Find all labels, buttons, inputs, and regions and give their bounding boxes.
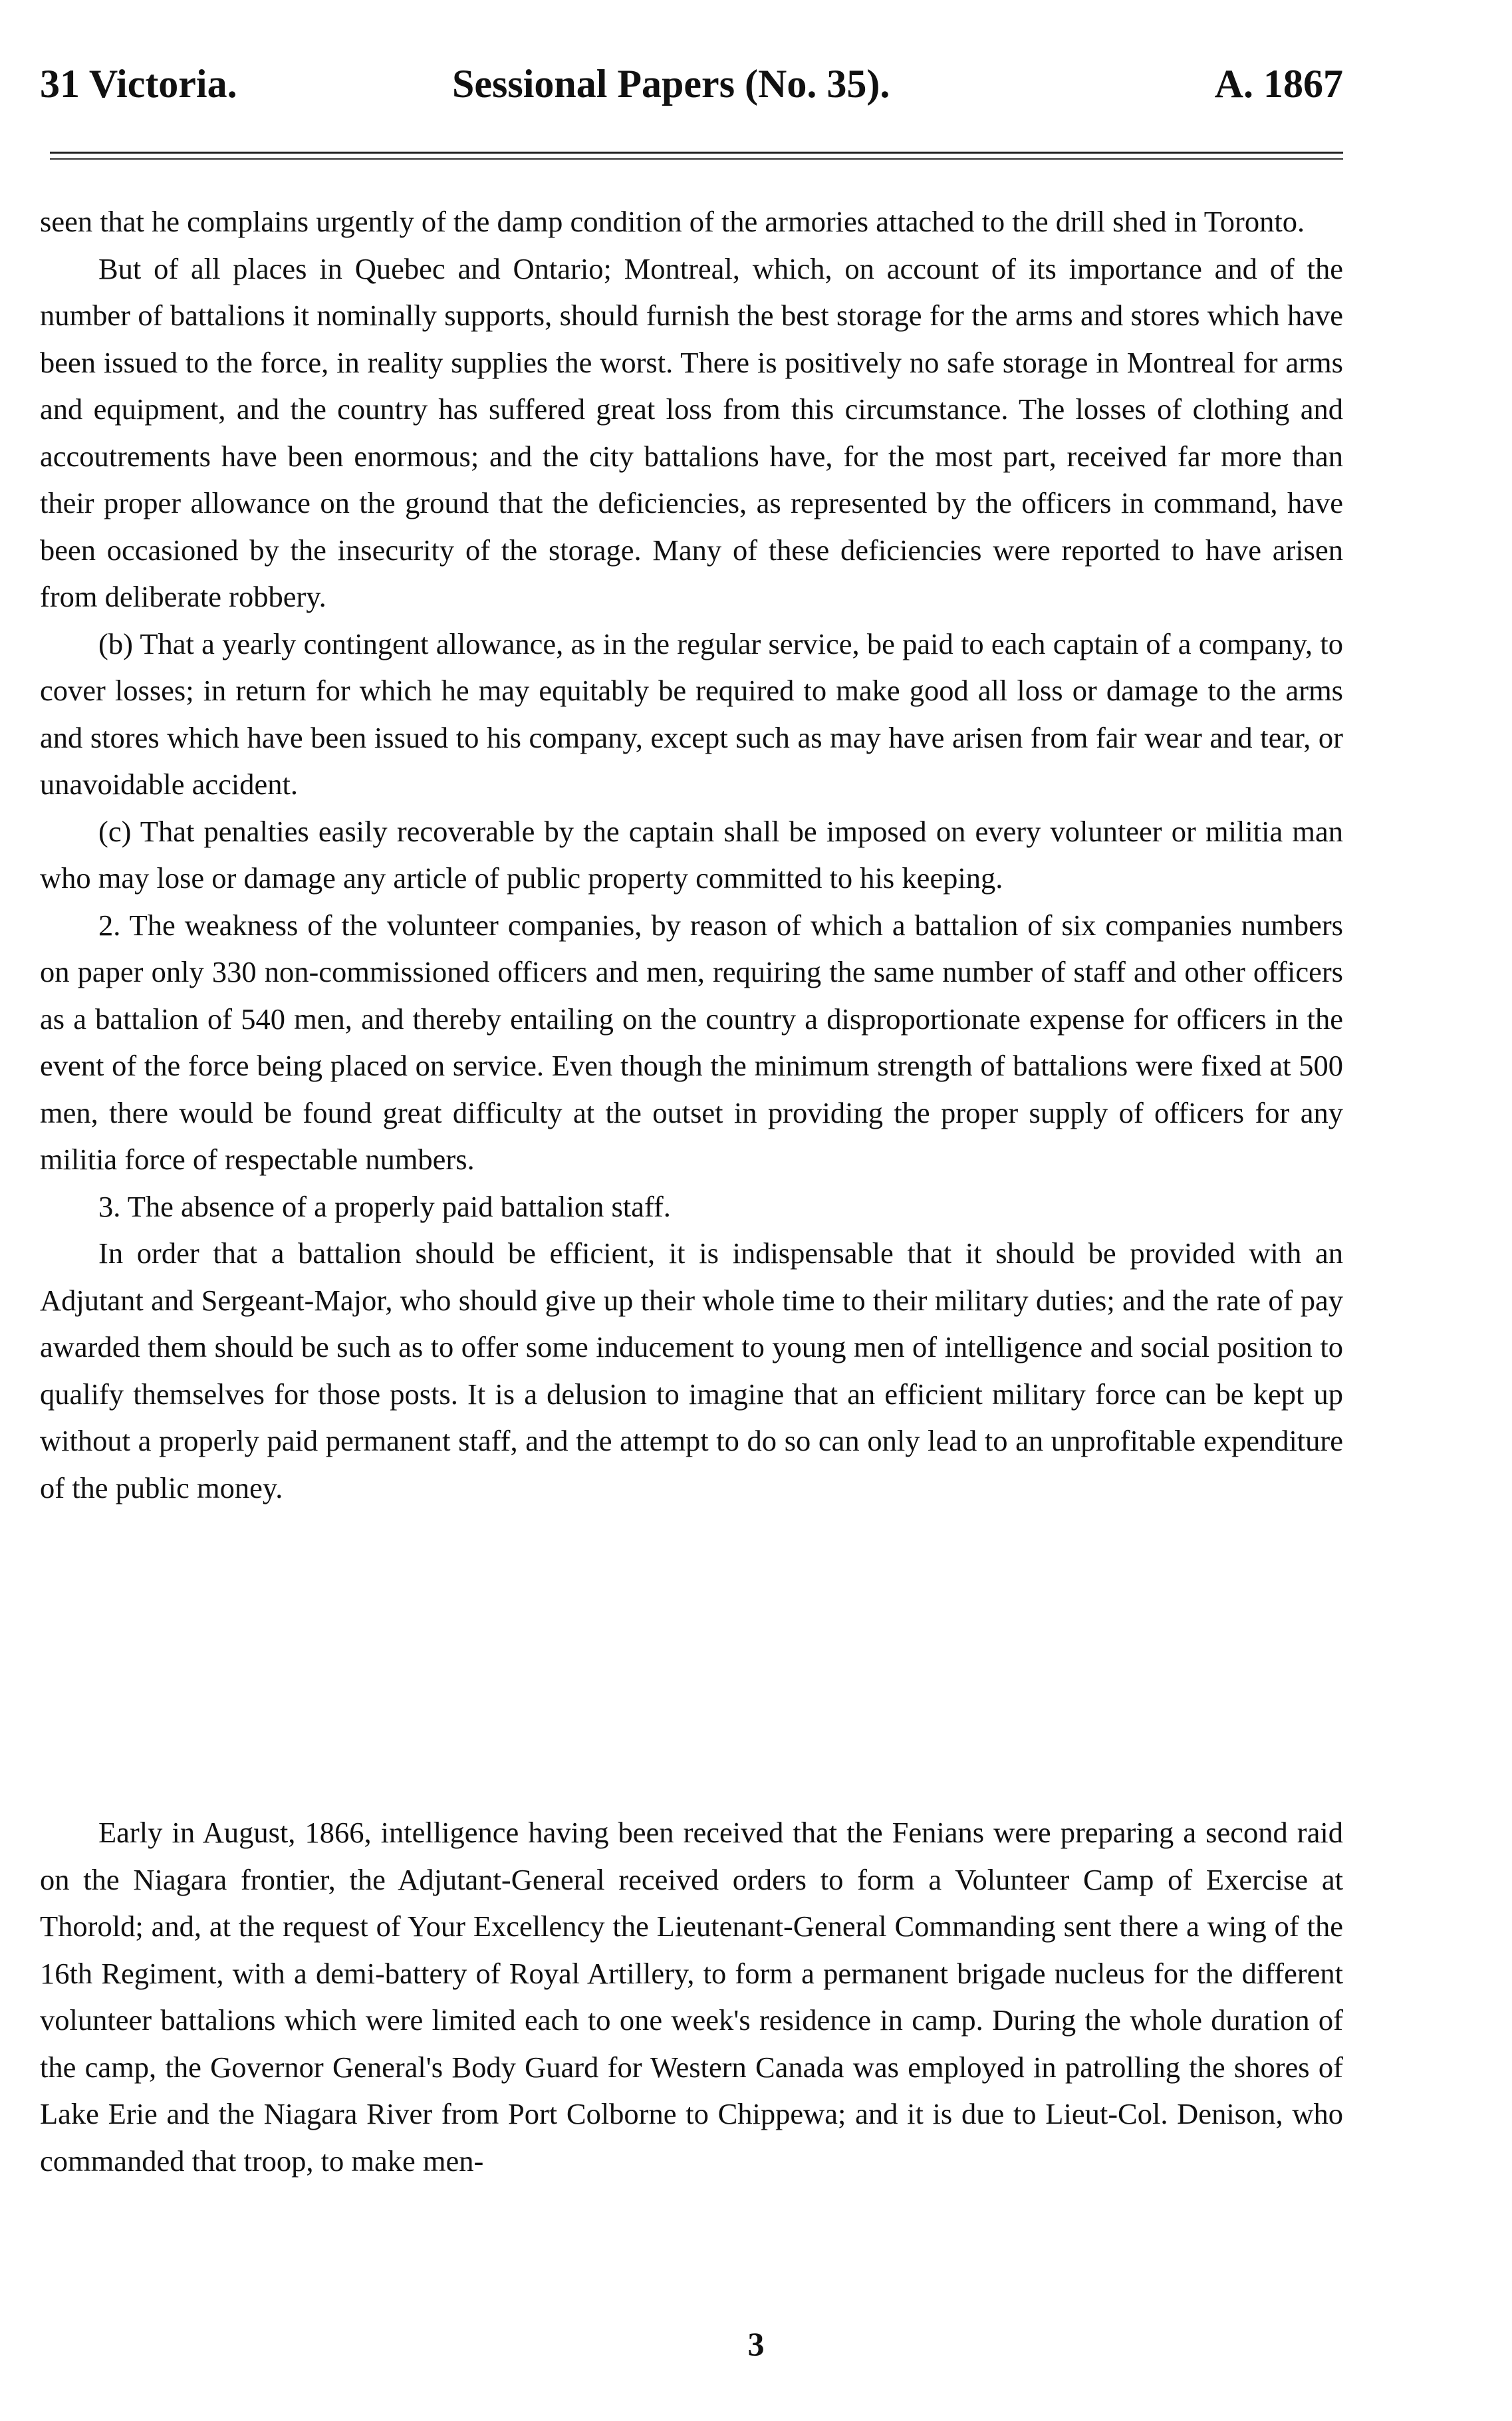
paragraph-montreal-storage: But of all places in Quebec and Ontario; Montreal, which, on account of its importance and of the number of battalions it nominally supports, should furnish the best storage for the arms and stores which have been issued to the force, in reality supplies the worst. There is positively no safe storage in Montreal for arms and equipment, and the country has suffered great loss from this circumstance. The losses of clothing and accoutrements have been enormous; and the city battalions have, for the most part, received far more than their proper allowance on the ground that the deficiencies, as represented by the officers in command, have been occasioned by the insecurity of the storage. Many of these deficiencies were reported to have arisen from deliberate robbery. xyxy=(40,251,1343,613)
header-title: Sessional Papers (No. 35). xyxy=(452,62,890,106)
paragraph-item-c: (c) That penalties easily recoverable by the captain shall be imposed on every volunteer or militia man who may lose or damage any article of public property committed to his keeping. xyxy=(40,814,1343,895)
header-year: A. 1867 xyxy=(1214,62,1343,106)
header-rule xyxy=(50,152,1343,154)
paragraph-battalion-staff: In order that a battalion should be efficient, it is indispensable that it should be provided with an Adjutant and Sergeant-Major, who should give up their whole time to their military duties; and the rate of pay awarded them should be such as to offer some inducement to young men of intelligence and social position to qualify themselves for those posts. It is a delusion to imagine that an efficient military force can be kept up without a properly paid permanent staff, and the attempt to do so can only lead to an unprofitable expenditure of the public money. xyxy=(40,1236,1343,1504)
header-rule-secondary xyxy=(50,158,1343,160)
running-head xyxy=(40,61,1343,114)
body-text-lower xyxy=(40,1809,1343,2184)
paragraph-point-2: 2. The weakness of the volunteer companies, by reason of which a battalion of six companies numbers on paper only 330 non-commissioned officers and men, requiring the same number of staff and other officers as a battalion of 540 men, and thereby entailing on the country a disproportionate expense for officers in the event of the force being placed on service. Even though the minimum strength of battalions were fixed at 500 men, there would be found great difficulty at the outset in providing the proper supply of officers for any militia force of respectable numbers. xyxy=(40,908,1343,1176)
page-number: 3 xyxy=(747,2325,765,2362)
body-text-upper xyxy=(40,198,1343,1511)
header-volume: 31 Victoria. xyxy=(40,62,237,106)
paragraph-item-b: (b) That a yearly contingent allowance, as in the regular service, be paid to each captain of a company, to cover losses; in return for which he may equitably be required to make good all loss or damage to the arms and stores which have been issued to his company, except such as may have arisen from fair wear and tear, or unavoidable accident. xyxy=(40,627,1343,801)
paragraph-point-3: 3. The absence of a properly paid battalion staff. xyxy=(98,1189,671,1223)
paragraph-thorold-camp: Early in August, 1866, intelligence having been received that the Fenians were preparing a second raid on the Niagara frontier, the Adjutant-General received orders to form a Volunteer Camp of Exercise at Thorold; and, at the request of Your Excellency the Lieutenant-General Commanding sent there a wing of the 16th Regiment, with a demi-battery of Royal Artillery, to form a permanent brigade nucleus for the different volunteer battalions which were limited each to one week's residence in camp. During the whole duration of the camp, the Governor General's Body Guard for Western Canada was employed in patrolling the shores of Lake Erie and the Niagara River from Port Colborne to Chippewa; and it is due to Lieut-Col. Denison, who commanded that troop, to make men- xyxy=(40,1816,1343,2178)
paragraph-continuation: seen that he complains urgently of the damp condition of the armories attached to the drill shed in Toronto. xyxy=(40,205,1305,238)
